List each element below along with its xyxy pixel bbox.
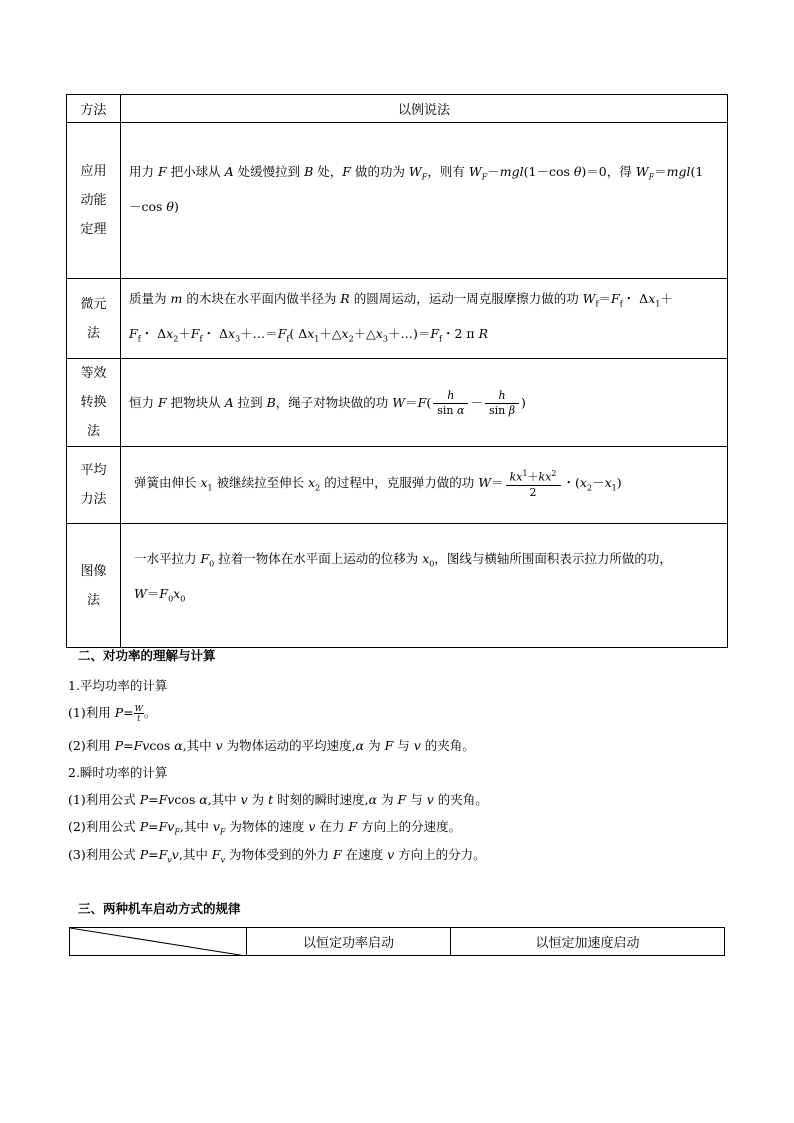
text: 处缓慢拉到 — [233, 164, 305, 179]
text: cos — [174, 792, 200, 807]
text: 把小球从 — [166, 164, 225, 179]
var-sub: f — [286, 334, 290, 343]
inst-power-line-2 — [68, 817, 461, 837]
var: F — [430, 325, 440, 341]
table-row — [67, 123, 728, 279]
text: ) — [173, 198, 179, 214]
table-row — [67, 447, 728, 524]
var: x — [604, 475, 612, 491]
var-sub: 3 — [235, 334, 241, 343]
text: ・ Δ — [622, 291, 649, 306]
method-label: 转换 — [80, 395, 107, 410]
var-sub: f — [439, 334, 442, 343]
formula: P=Fv — [139, 792, 175, 807]
formula: P=F — [139, 847, 168, 862]
var-sub: 1 — [314, 334, 320, 343]
formula: P=Fv — [139, 819, 175, 834]
startup-table — [69, 927, 725, 956]
var: x — [308, 475, 316, 491]
text: 为物体的速度 — [225, 819, 309, 834]
text: 为 — [247, 792, 269, 807]
method-cell — [67, 123, 121, 279]
var: m — [170, 291, 183, 306]
text: ) — [521, 394, 526, 410]
text: ＝ — [598, 291, 612, 306]
var: A — [224, 394, 234, 410]
var: W — [408, 164, 422, 179]
text: (3)利用公式 — [68, 847, 140, 862]
col-example-header: 以例说法 — [121, 95, 728, 123]
denominator: sin — [437, 403, 457, 417]
text: 方向上的分力。 — [394, 847, 486, 862]
var: v — [387, 847, 395, 862]
var: F — [611, 291, 620, 306]
denominator: 2 — [529, 485, 537, 499]
inst-power-line-1 — [68, 790, 488, 808]
text: (1)利用公式 — [68, 792, 140, 807]
numerator: h — [447, 388, 455, 402]
var: F — [348, 819, 358, 834]
numerator: W — [134, 704, 143, 713]
example-cell — [121, 447, 728, 524]
text: ＋…＝ — [240, 325, 278, 341]
var: v — [413, 738, 421, 753]
table-row — [67, 359, 728, 447]
text: ＝ — [491, 475, 504, 491]
method-label: 应用 — [80, 164, 107, 179]
var-sub: 1 — [207, 483, 213, 493]
text: 的圆周运动，运动一周克服摩擦力做的功 — [349, 291, 583, 306]
numerator: kx — [509, 470, 523, 484]
avg-power-line-2 — [68, 736, 475, 754]
text: (2)利用 — [68, 738, 115, 753]
fraction — [506, 467, 561, 500]
var-sub: F — [421, 172, 428, 182]
text: (1 — [690, 164, 704, 179]
text: 的过程中，克服弹力做的功 — [320, 475, 479, 491]
text: 用力 — [129, 164, 158, 179]
text: 处， — [313, 164, 343, 179]
var: α — [174, 738, 183, 753]
diagonal-corner-cell — [70, 928, 247, 956]
inst-power-line-3 — [68, 845, 486, 865]
var: F — [159, 585, 169, 601]
method-table — [66, 94, 728, 648]
var-sub: v — [220, 855, 226, 865]
var: x — [579, 475, 587, 491]
var-sub: f — [199, 334, 203, 343]
section-heading: 三、两种机车启动方式的规律 — [78, 901, 241, 916]
avg-power-line-1 — [68, 703, 156, 723]
text: 弹簧由伸长 — [134, 475, 201, 491]
numerator-op: ＋ — [527, 470, 539, 484]
var: F — [211, 847, 221, 862]
text: 被继续拉至伸长 — [212, 475, 309, 491]
text: ( Δ — [289, 325, 308, 341]
fraction — [485, 389, 519, 418]
text: 与 — [393, 738, 414, 753]
var: α — [199, 792, 208, 807]
section-heading: 二、对功率的理解与计算 — [78, 648, 216, 663]
var: R — [340, 291, 350, 306]
var: x — [422, 551, 430, 566]
var: B — [304, 164, 314, 179]
text: 拉到 — [233, 394, 267, 410]
text: 的夹角。 — [420, 738, 475, 753]
text: ＋ — [178, 325, 191, 341]
var: v — [426, 792, 434, 807]
var-sub: f — [619, 299, 623, 309]
var: mgl — [666, 164, 691, 179]
var-sub: 1 — [611, 483, 617, 493]
text: ・ Δ — [140, 325, 167, 341]
text: 为物体受到的外力 — [225, 847, 333, 862]
var-sub: 3 — [382, 334, 388, 343]
method-label: 图像 — [80, 563, 107, 579]
text: 拉着一物体在水平面上运动的位移为 — [214, 551, 423, 566]
example-cell — [121, 123, 728, 279]
example-cell — [121, 524, 728, 648]
var-sub: 1 — [655, 299, 661, 309]
var: W — [635, 164, 649, 179]
var: W — [134, 585, 147, 601]
var: α — [355, 738, 365, 753]
text: ・ Δ — [202, 325, 229, 341]
method-label: 法 — [86, 424, 100, 439]
text: ，则有 — [427, 164, 469, 179]
avg-power-heading: 1.平均功率的计算 — [68, 678, 168, 693]
var-sub: F — [481, 172, 488, 182]
var: F — [129, 325, 138, 341]
startup-table-header — [70, 928, 725, 956]
text: 恒力 — [129, 394, 158, 410]
method-label: 等效 — [80, 366, 107, 381]
example-cell — [121, 279, 728, 359]
formula: P=Fv — [114, 738, 150, 753]
denominator: t — [137, 714, 141, 723]
var: x — [228, 325, 236, 341]
example-cell — [121, 359, 728, 447]
text: ) — [616, 475, 622, 491]
fraction — [134, 704, 144, 723]
var: R — [478, 325, 489, 341]
var-sub: 0 — [168, 594, 174, 603]
col-method-header: 方法 — [67, 95, 121, 123]
var: mgl — [499, 164, 524, 179]
text: )＝0，得 — [581, 164, 636, 179]
text: 把物块从 — [166, 394, 225, 410]
var: v — [308, 819, 316, 834]
col-constant-acceleration: 以恒定加速度启动 — [451, 928, 725, 956]
method-cell — [67, 524, 121, 648]
var: W — [468, 164, 482, 179]
var: α — [368, 792, 378, 807]
method-cell — [67, 447, 121, 524]
var-sub: 2 — [315, 483, 321, 493]
text: ＝ — [146, 585, 160, 601]
text: ・2 π — [442, 325, 479, 341]
var-sub: F — [219, 827, 226, 837]
var: B — [266, 394, 276, 410]
text: 的夹角。 — [433, 792, 488, 807]
method-label: 定理 — [80, 222, 107, 237]
var-sub: F — [174, 827, 180, 837]
var: F — [384, 738, 394, 753]
text: － — [592, 475, 605, 491]
table-row — [67, 524, 728, 648]
var: x — [166, 325, 174, 341]
method-label: 微元 — [80, 296, 107, 312]
superscript: 1 — [522, 469, 528, 479]
table-row — [67, 279, 728, 359]
text: (2)利用公式 — [68, 819, 140, 834]
text: ＋△ — [319, 325, 342, 341]
var: x — [307, 325, 315, 341]
denominator: sin — [488, 403, 509, 417]
var-sub: f — [137, 334, 141, 343]
var-sub: 0 — [429, 559, 435, 569]
text: ＋△ — [353, 325, 376, 341]
method-cell — [67, 279, 121, 359]
text: 一水平拉力 — [134, 551, 201, 566]
text: 做的功为 — [350, 164, 409, 179]
text: = — [123, 705, 134, 720]
text: (1)利用 — [68, 705, 115, 720]
var: F — [190, 325, 200, 341]
text: － — [487, 164, 500, 179]
var: x — [375, 325, 383, 341]
numerator: h — [498, 388, 506, 402]
var: F — [157, 164, 167, 179]
var-sub: 0 — [209, 559, 215, 569]
text: ,其中 — [178, 847, 212, 862]
var: F — [332, 847, 342, 862]
text: ( — [426, 394, 432, 410]
text: 在力 — [315, 819, 349, 834]
text: ＋…)＝ — [387, 325, 431, 341]
text: 的木块在水平面内做半径为 — [182, 291, 341, 306]
var-sub: F — [648, 172, 655, 182]
var: F — [157, 394, 167, 410]
text: 质量为 — [129, 291, 171, 306]
var-sub: 2 — [348, 334, 354, 343]
var: v — [215, 738, 223, 753]
var: x — [200, 475, 208, 491]
var: θ — [166, 198, 174, 214]
denominator-var: α — [456, 403, 465, 417]
var: W — [582, 291, 596, 306]
diagonal-line — [70, 928, 246, 956]
denominator-var: β — [508, 403, 516, 417]
text: 与 — [406, 792, 427, 807]
method-label: 动能 — [80, 193, 107, 208]
var: F — [397, 792, 407, 807]
text: 方向上的分速度。 — [357, 819, 462, 834]
text: 为 — [364, 738, 385, 753]
var: F — [342, 164, 351, 179]
text: ,其中 — [179, 819, 213, 834]
superscript: 2 — [551, 469, 557, 479]
var: P — [114, 705, 124, 720]
var-sub: 0 — [180, 594, 186, 603]
var: F — [417, 394, 427, 410]
var: x — [648, 291, 656, 306]
text: ＝ — [654, 164, 667, 179]
text: ，图线与横轴所围面积表示拉力所做的功， — [434, 551, 672, 566]
var: θ — [573, 164, 582, 179]
var: v — [171, 847, 179, 862]
var: A — [224, 164, 234, 179]
method-label: 法 — [86, 325, 100, 341]
var: W — [392, 394, 406, 410]
var-sub: 2 — [173, 334, 179, 343]
text: (1－cos — [523, 164, 574, 179]
text: cos — [149, 738, 175, 753]
text: ，绳子对物块做的功 — [275, 394, 393, 410]
text: ・( — [562, 475, 580, 491]
method-cell — [67, 359, 121, 447]
text: ,其中 — [207, 792, 241, 807]
numerator: kx — [538, 470, 552, 484]
text: －cos — [129, 198, 167, 214]
fraction — [433, 389, 468, 418]
var: v — [240, 792, 248, 807]
col-constant-power: 以恒定功率启动 — [247, 928, 451, 956]
method-label: 法 — [86, 592, 100, 608]
var-sub: f — [595, 299, 599, 309]
inst-power-heading: 2.瞬时功率的计算 — [68, 765, 168, 780]
var: x — [173, 585, 181, 601]
method-table-header — [67, 95, 728, 123]
text: 时刻的瞬时速度, — [273, 792, 369, 807]
method-label: 平均 — [80, 463, 107, 478]
text: ,其中 — [182, 738, 216, 753]
text: 在速度 — [341, 847, 388, 862]
method-label: 力法 — [80, 492, 107, 507]
var: t — [268, 792, 274, 807]
text: 为物体运动的平均速度, — [222, 738, 356, 753]
text: 为 — [377, 792, 398, 807]
text: ＋ — [660, 291, 673, 306]
var: x — [341, 325, 349, 341]
var-sub: v — [167, 855, 172, 865]
text: － — [470, 394, 483, 410]
var-sub: 2 — [586, 483, 593, 493]
text: 。 — [143, 705, 157, 720]
var: F — [277, 325, 287, 341]
text: ＝ — [405, 394, 418, 410]
var: v — [212, 819, 220, 834]
var: F — [200, 551, 210, 566]
var: W — [478, 475, 492, 491]
